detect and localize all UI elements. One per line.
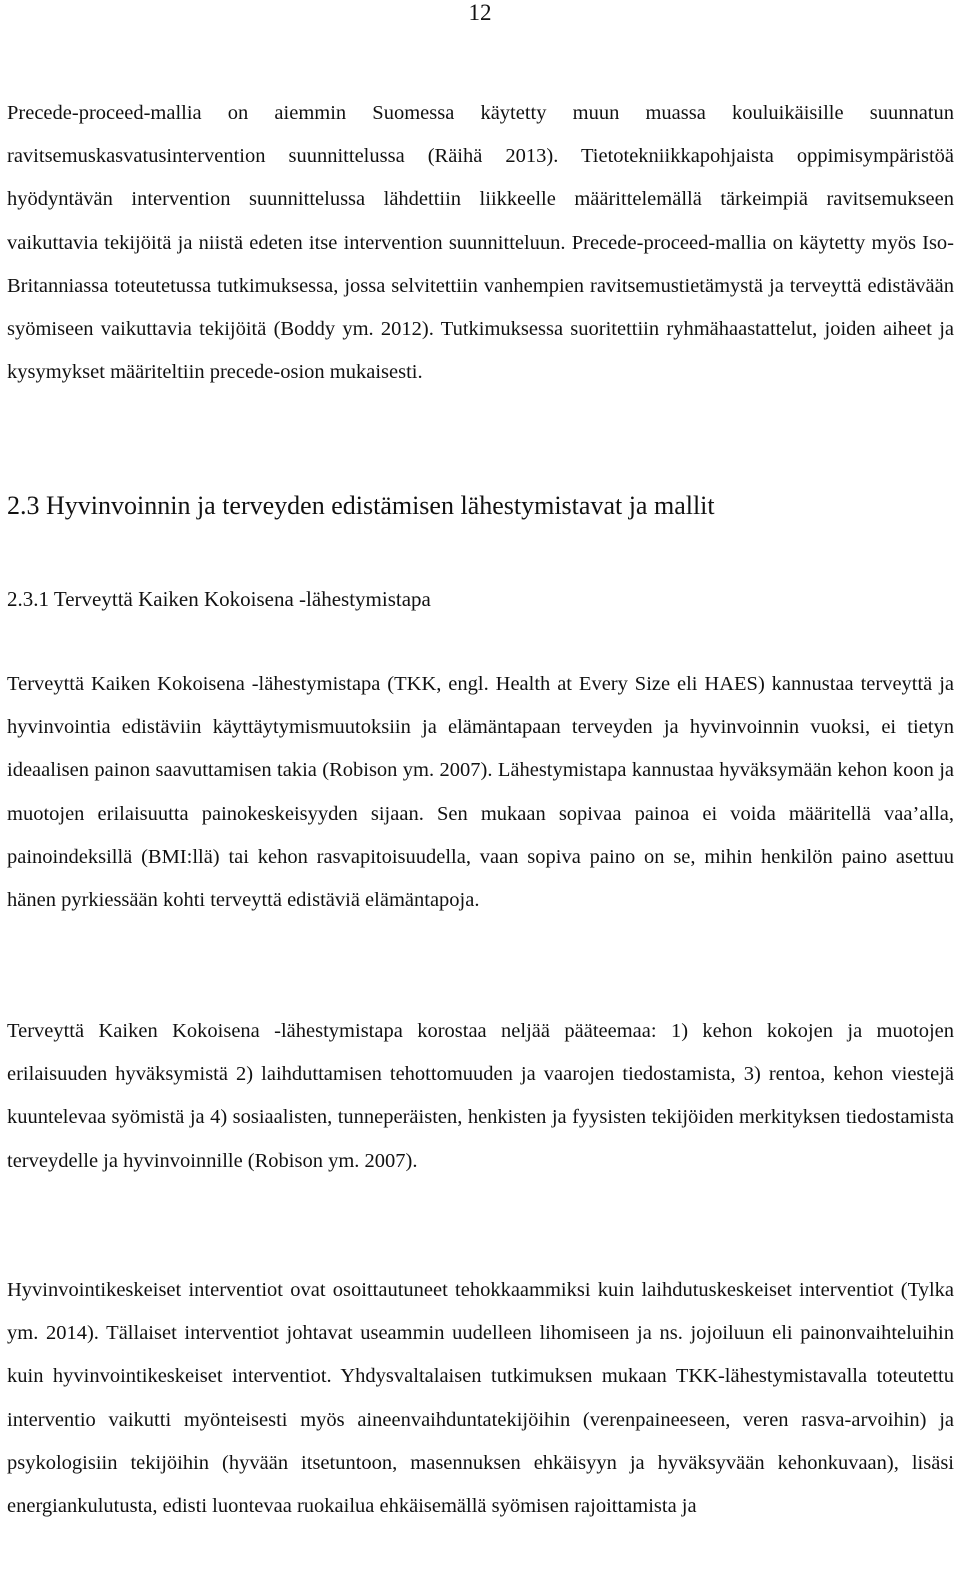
page-number: 12 [468,0,492,25]
paragraph-tkk-intro: Terveyttä Kaiken Kokoisena -lähestymistapa (TKK, engl. Health at Every Size eli HAES) kannustaa terveyttä ja hyvinvointia edistäviin käyttäytymismuutoksiin ja elämäntapaan terveyden ja hyvinvoinnin vuoksi, ei tietyn ideaalisen painon saavuttamisen takia (Robison ym. 2007). Lähestymistapa kannustaa hyväksymään kehon koon ja muotojen erilaisuutta painokeskeisyyden sijaan. Sen mukaan sopivaa painoa ei voida määritellä vaa’alla, painoindeksillä (BMI:llä) tai kehon rasvapitoisuudella, vaan sopiva paino on se, mihin henkilön paino asettuu hänen pyrkiessään kohti terveyttä edistäviä elämäntapoja. [7,673,954,912]
section-heading: 2.3 Hyvinvoinnin ja terveyden edistämisen lähestymistavat ja mallit [7,491,715,520]
paragraph-interventions: Hyvinvointikeskeiset interventiot ovat osoittautuneet tehokkaammiksi kuin laihdutuskeskeiset interventiot (Tylka ym. 2014). Tällaiset interventiot johtavat useammin uudelleen lihomiseen ja ns. jojoiluun eli painonvaihteluihin kuin hyvinvointikeskeiset interventiot. Yhdysvaltalaisen tutkimuksen mukaan TKK-lähestymistavalla toteutettu interventio vaikutti myönteisesti myös aineenvaihduntatekijöihin (verenpaineeseen, veren rasva-arvoihin) ja psykologisiin tekijöihin (hyvään itsetuntoon, masennuksen ehkäisyyn ja hyväksyvään kehonkuvaan), lisäsi energiankulutusta, edisti luontevaa ruokailua ehkäisemällä syömisen rajoittamista ja [7,1279,954,1518]
paragraph-tkk-themes: Terveyttä Kaiken Kokoisena -lähestymistapa korostaa neljää pääteemaa: 1) kehon kokojen ja muotojen erilaisuuden hyväksymistä 2) laihduttamisen tehottomuuden ja vaarojen tiedostamista, 3) rentoa, kehon viestejä kuuntelevaa syömistä ja 4) sosiaalisten, tunneperäisten, henkisten ja fyysisten tekijöiden merkityksen tiedostamista terveydelle ja hyvinvoinnille (Robison ym. 2007). [7,1020,954,1172]
paragraph-precede-proceed: Precede-proceed-mallia on aiemmin Suomessa käytetty muun muassa kouluikäisille suunnatun ravitsemuskasvatusintervention suunnittelussa (Räihä 2013). Tietotekniikkapohjaista oppimisympäristöä hyödyntävän intervention suunnittelussa lähdettiin liikkeelle määrittelemällä tärkeimpiä ravitsemukseen vaikuttavia tekijöitä ja niistä edeten itse intervention suunnitteluun. Precede-proceed-mallia on käytetty myös Iso-Britanniassa toteutetussa tutkimuksessa, jossa selvitettiin vanhempien ravitsemustietämystä ja terveyttä edistävään syömiseen vaikuttavia tekijöitä (Boddy ym. 2012). Tutkimuksessa suoritettiin ryhmähaastattelut, joiden aiheet ja kysymykset määriteltiin precede-osion mukaisesti. [7,102,954,384]
subsection-heading: 2.3.1 Terveyttä Kaiken Kokoisena -lähestymistapa [7,587,431,611]
